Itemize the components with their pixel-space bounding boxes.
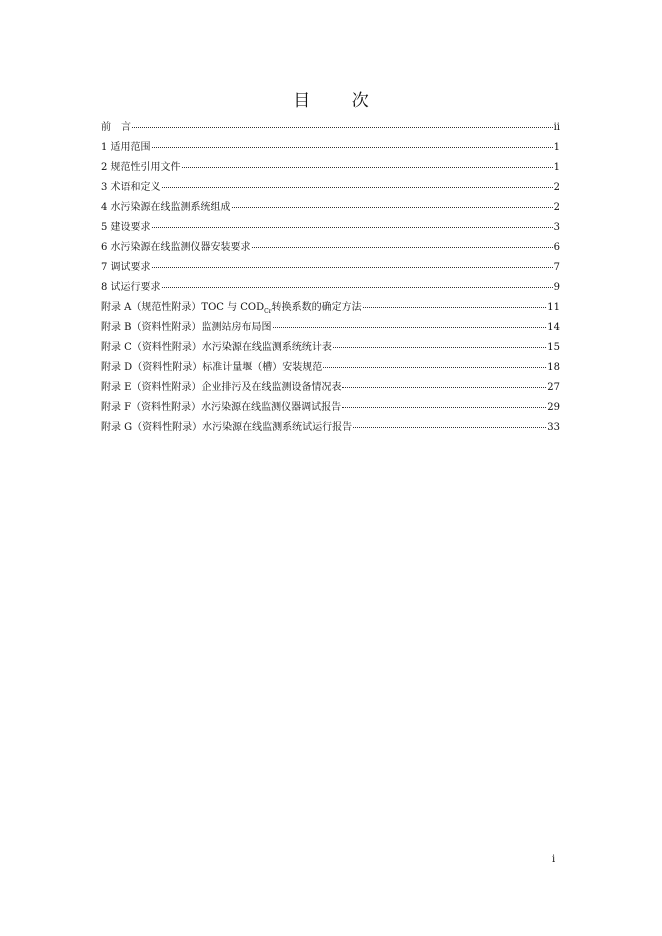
toc-entry-page: 9	[553, 282, 560, 293]
toc-entry-appendix-b[interactable]	[101, 318, 560, 338]
dot-leader	[182, 167, 553, 168]
toc-entry-title: 附录 B（资料性附录）监测站房布局图	[101, 322, 272, 333]
page-number: i	[552, 854, 556, 865]
toc-entry-title: 3 术语和定义	[101, 182, 161, 193]
toc-entry-section-8[interactable]	[101, 278, 560, 298]
toc-entry-page: ii	[553, 122, 560, 133]
toc-entry-appendix-g[interactable]	[101, 418, 560, 438]
toc-entry-page: 3	[553, 222, 560, 233]
toc-list	[101, 118, 560, 438]
toc-entry-page: 1	[553, 162, 560, 173]
toc-entry-section-2[interactable]	[101, 158, 560, 178]
toc-title: 目 次	[293, 91, 387, 111]
toc-entry-title-part: 转换系数的确定方法	[271, 302, 362, 313]
dot-leader	[363, 307, 547, 308]
toc-entry-appendix-f[interactable]	[101, 398, 560, 418]
toc-entry-page: 2	[553, 182, 560, 193]
toc-entry-foreword[interactable]	[101, 118, 560, 138]
toc-entry-page: 6	[553, 242, 560, 253]
toc-entry-page: 33	[547, 422, 560, 433]
subscript: Cr	[264, 308, 272, 315]
toc-entry-appendix-c[interactable]	[101, 338, 560, 358]
toc-entry-page: 7	[553, 262, 560, 273]
toc-entry-appendix-e[interactable]	[101, 378, 560, 398]
toc-entry-page: 14	[547, 322, 560, 333]
dot-leader	[323, 367, 546, 368]
toc-entry-section-3[interactable]	[101, 178, 560, 198]
toc-entry-section-7[interactable]	[101, 258, 560, 278]
toc-entry-section-4[interactable]	[101, 198, 560, 218]
dot-leader	[342, 387, 546, 388]
toc-entry-page: 27	[547, 382, 560, 393]
toc-entry-page: 1	[553, 142, 560, 153]
toc-entry-page: 11	[547, 302, 560, 313]
toc-entry-page: 2	[553, 202, 560, 213]
toc-entry-title: 8 试运行要求	[101, 282, 161, 293]
toc-entry-title: 附录 C（资料性附录）水污染源在线监测系统统计表	[101, 342, 332, 353]
toc-entry-appendix-d[interactable]	[101, 358, 560, 378]
dot-leader	[232, 207, 553, 208]
dot-leader	[152, 227, 553, 228]
toc-entry-title: 7 调试要求	[101, 262, 151, 273]
toc-entry-title: 1 适用范围	[101, 142, 151, 153]
dot-leader	[333, 347, 546, 348]
dot-leader	[152, 267, 553, 268]
dot-leader	[152, 147, 553, 148]
toc-entry-title-part: 附录 A（规范性附录）TOC 与 COD	[101, 302, 265, 313]
toc-entry-page: 18	[547, 362, 560, 373]
toc-entry-title: 6 水污染源在线监测仪器安装要求	[101, 242, 251, 253]
toc-entry-title: 附录 D（资料性附录）标准计量堰（槽）安装规范	[101, 362, 323, 373]
dot-leader	[162, 287, 553, 288]
dot-leader	[132, 127, 553, 128]
toc-entry-title: 2 规范性引用文件	[101, 162, 181, 173]
toc-entry-section-6[interactable]	[101, 238, 560, 258]
dot-leader	[252, 247, 553, 248]
toc-entry-appendix-a[interactable]	[101, 298, 560, 318]
dot-leader	[273, 327, 547, 328]
toc-entry-title	[101, 298, 362, 318]
toc-entry-title: 前 言	[101, 122, 131, 133]
dot-leader	[342, 407, 546, 408]
toc-entry-page: 29	[547, 402, 560, 413]
dot-leader	[162, 187, 553, 188]
toc-entry-section-1[interactable]	[101, 138, 560, 158]
toc-entry-section-5[interactable]	[101, 218, 560, 238]
toc-entry-title: 5 建设要求	[101, 222, 151, 233]
dot-leader	[353, 427, 546, 428]
toc-entry-title: 附录 F（资料性附录）水污染源在线监测仪器调试报告	[101, 402, 342, 413]
toc-entry-page: 15	[547, 342, 560, 353]
toc-entry-title: 附录 E（资料性附录）企业排污及在线监测设备情况表	[101, 382, 342, 393]
toc-entry-title: 附录 G（资料性附录）水污染源在线监测系统试运行报告	[101, 422, 353, 433]
toc-entry-title: 4 水污染源在线监测系统组成	[101, 202, 231, 213]
